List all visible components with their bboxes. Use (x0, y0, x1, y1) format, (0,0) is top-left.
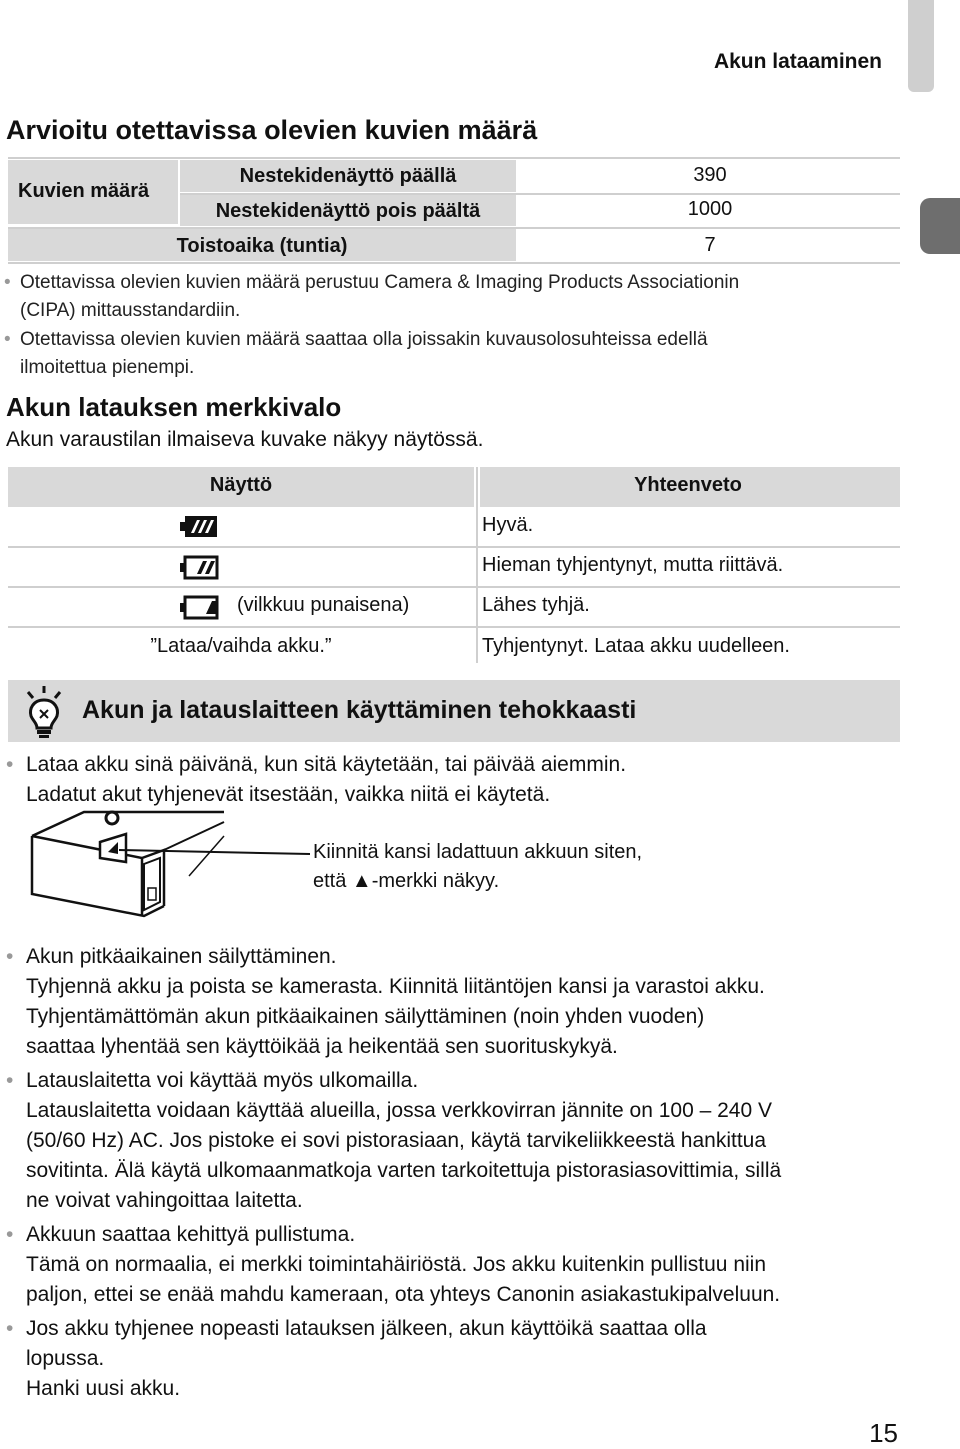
indicator-heading: Akun latauksen merkkivalo (6, 392, 342, 422)
lcd-on-label: Nestekidenäyttö päällä (239, 165, 457, 187)
tip-line: Ladatut akut tyhjenevät itsestään, vaikka niitä ei käytetä. (26, 783, 551, 806)
tip-line: saattaa lyhentää sen käyttöikää ja heikentää sen suorituskykyä. (26, 1035, 618, 1058)
tip-line: Hanki uusi akku. (26, 1377, 181, 1400)
chapter-marker (920, 198, 960, 254)
summary-partial: Hieman tyhjentynyt, mutta riittävä. (482, 554, 784, 576)
lcd-off-label: Nestekidenäyttö pois päältä (215, 200, 481, 222)
tip-line: Jos akku tyhjenee nopeasti latauksen jälkeen, akun käyttöikä saattaa olla (26, 1317, 707, 1340)
lcd-off-value: 1000 (687, 198, 733, 220)
page-number: 15 (869, 1418, 898, 1448)
column-divider (476, 467, 478, 663)
tip-line: Akun pitkäaikainen säilyttäminen. (26, 945, 337, 968)
tip-line: Latauslaitetta voi käyttää myös ulkomailla. (26, 1069, 419, 1092)
summary-empty: Tyhjentynyt. Lataa akku uudelleen. (482, 635, 790, 657)
bullet-icon: • (4, 329, 11, 350)
table-rule (8, 546, 900, 548)
table-rule-top (8, 157, 900, 159)
note-line: Otettavissa olevien kuvien määrä saattaa olla joissakin kuvausolosuhteissa edellä (20, 329, 708, 350)
table-rule (8, 626, 900, 628)
tips-title: Akun ja latauslaitteen käyttäminen tehokkaasti (82, 696, 637, 724)
lcd-on-value: 390 (693, 164, 727, 186)
callout-line: että ▲-merkki näkyy. (313, 870, 500, 892)
change-battery-message: ”Lataa/vaihda akku.” (150, 635, 332, 657)
bullet-icon: • (6, 945, 14, 968)
note-line: (CIPA) mittausstandardiin. (20, 300, 241, 321)
callout-line: Kiinnitä kansi ladattuun akkuun siten, (313, 841, 643, 863)
row-label: Kuvien määrä (18, 180, 150, 202)
tip-line: lopussa. (26, 1347, 105, 1370)
side-tab (908, 0, 934, 92)
col-display-header: Näyttö (209, 474, 273, 496)
tip-line: paljon, ettei se enää mahdu kameraan, ota yhteys Canonin asiakastukipalveluun. (26, 1283, 781, 1306)
playback-value: 7 (704, 234, 716, 256)
col-summary-header: Yhteenveto (634, 474, 742, 496)
tip-line: sovitinta. Älä käytä ulkomaanmatkoja varten tarkoitettuja pistorasiasovittimia, sillä (26, 1159, 782, 1182)
tip-line: Latauslaitetta voidaan käyttää alueilla, jossa verkkovirran jännite on 100 – 240 V (26, 1099, 772, 1122)
tip-item (6, 1314, 906, 1404)
bullet-icon: • (4, 272, 11, 293)
bullet-icon: • (6, 1317, 14, 1340)
tip-line: Tämä on normaalia, ei merkki toimintahäiriöstä. Jos akku kuitenkin pullistuu niin (26, 1253, 767, 1276)
tip-item (6, 1066, 906, 1216)
note-line: Otettavissa olevien kuvien määrä perustuu Camera & Imaging Products Associationin (20, 272, 740, 293)
note-line: ilmoitettua pienempi. (20, 357, 195, 378)
playback-label: Toistoaika (tuntia) (176, 235, 348, 257)
battery-cover-illustration (24, 806, 314, 924)
tip-line: ne voivat vahingoittaa laitetta. (26, 1189, 303, 1212)
table-rule (8, 586, 900, 588)
table-rule-bottom (8, 262, 900, 264)
lightbulb-icon (22, 684, 66, 740)
note-item (4, 269, 900, 325)
running-header: Akun lataaminen (713, 50, 882, 73)
tip-line: (50/60 Hz) AC. Jos pistoke ei sovi pistorasiaan, käytä tarvikeliikkeestä hankittua (26, 1129, 767, 1152)
indicator-intro: Akun varaustilan ilmaiseva kuvake näkyy näytössä. (6, 428, 484, 451)
tip-line: Tyhjennä akku ja poista se kamerasta. Kiinnitä liitäntöjen kansi ja varastoi akku. (26, 975, 765, 998)
tip-line: Tyhjentämättömän akun pitkäaikainen säilyttäminen (noin yhden vuoden) (26, 1005, 705, 1028)
bullet-icon: • (6, 753, 14, 776)
bullet-icon: • (6, 1069, 14, 1092)
summary-low: Lähes tyhjä. (482, 594, 590, 616)
summary-good: Hyvä. (482, 514, 534, 536)
battery-two-bars-icon (180, 554, 220, 582)
tip-line: Lataa akku sinä päivänä, kun sitä käytetään, tai päivää aiemmin. (26, 753, 627, 776)
battery-full-icon (180, 513, 220, 541)
note-item (4, 326, 900, 382)
battery-one-bar-icon (180, 594, 220, 622)
tip-item (6, 942, 906, 1062)
blink-note: (vilkkuu punaisena) (237, 594, 410, 616)
shots-heading: Arvioitu otettavissa olevien kuvien määrä (6, 115, 538, 145)
bullet-icon: • (6, 1223, 14, 1246)
tip-item (6, 750, 906, 810)
tip-line: Akkuun saattaa kehittyä pullistuma. (26, 1223, 356, 1246)
cover-callout (313, 838, 642, 896)
tip-item (6, 1220, 906, 1310)
